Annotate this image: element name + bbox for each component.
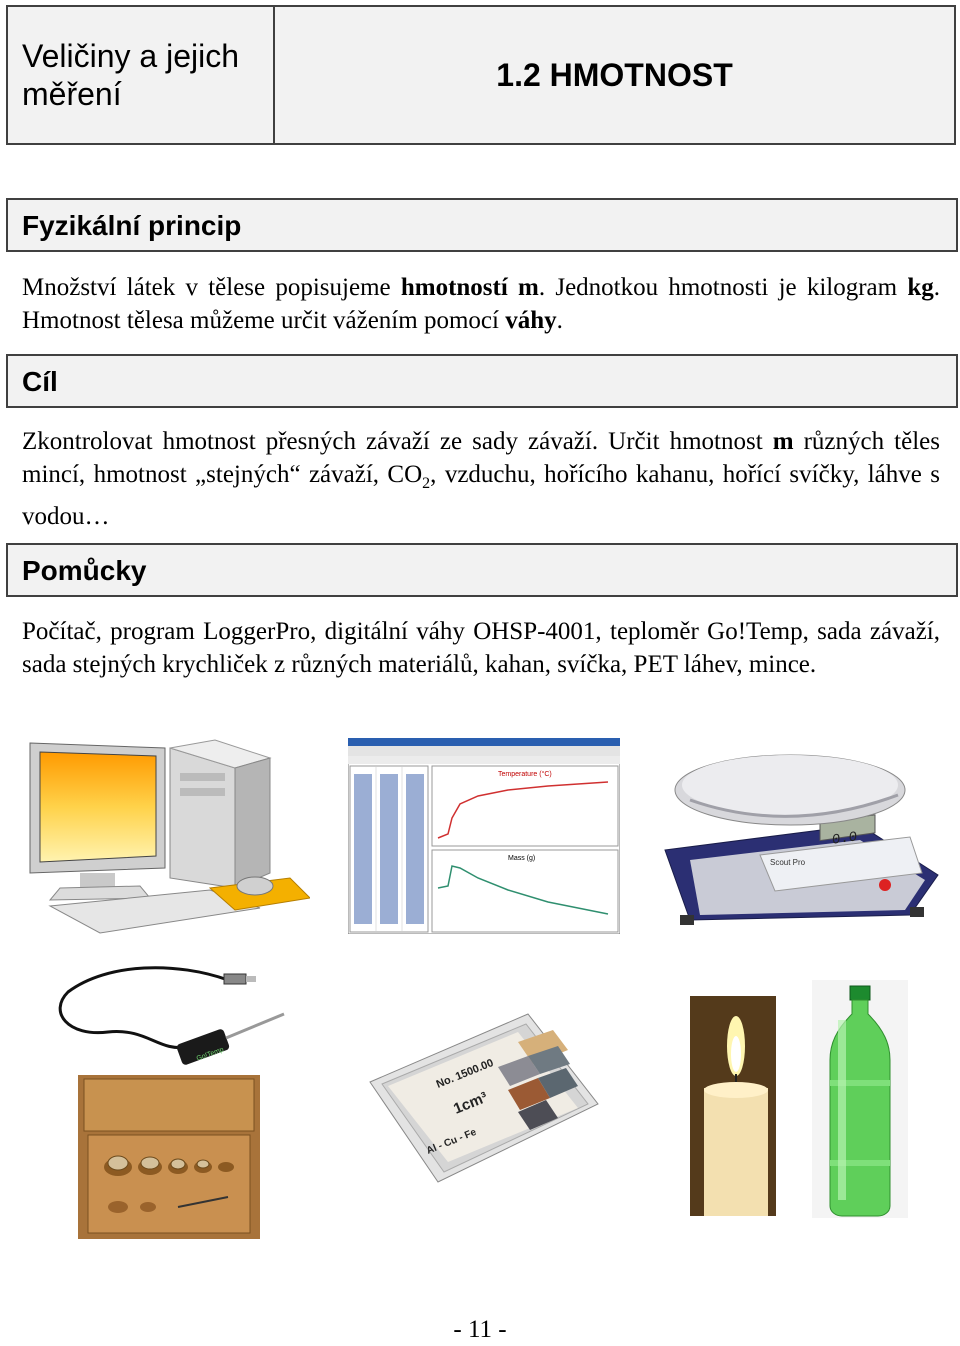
section-heading-tools <box>6 543 958 597</box>
text-run: Množství látek v tělese popisujeme <box>22 274 401 301</box>
computer-image <box>20 738 310 938</box>
probe-label: Go!Temp <box>195 1046 225 1063</box>
weight-set-image <box>78 1075 260 1239</box>
page-number: - 11 - <box>453 1316 507 1343</box>
temperature-probe-image <box>48 962 288 1072</box>
principle-paragraph <box>22 271 940 337</box>
text-run: . Jednotkou hmotnosti je kilogram <box>538 274 908 301</box>
cubes-label-size: 1cm³ <box>451 1088 490 1118</box>
section-heading-text: Pomůcky <box>22 555 147 586</box>
tools-paragraph <box>22 615 940 681</box>
text-run: , vzduchu, hořícího kahanu, hořící svíčky, láhve s vodou… <box>22 461 940 530</box>
bold-term: váhy <box>505 307 557 334</box>
section-heading-text: Cíl <box>22 366 58 397</box>
subscript: 2 <box>422 475 431 492</box>
text-run: . <box>556 307 563 334</box>
chart-title-mass: Mass (g) <box>508 855 536 862</box>
chart-title-temperature: Temperature (°C) <box>498 771 552 778</box>
title-cell <box>275 7 954 143</box>
cubes-label-number: No. 1500.00 <box>434 1056 496 1091</box>
goal-paragraph <box>22 425 940 533</box>
chapter-title: Veličiny a jejich měření <box>22 38 239 112</box>
cubes-label-materials: Al - Cu - Fe <box>425 1126 479 1157</box>
scale-display-value: 0.0 <box>832 829 858 849</box>
candle-image <box>690 996 776 1216</box>
page-title: 1.2 HMOTNOST <box>496 57 733 93</box>
loggerpro-screenshot-image <box>348 738 620 934</box>
pet-bottle-image <box>812 980 908 1218</box>
cubes-set-image <box>368 1012 600 1184</box>
chapter-cell <box>8 7 275 143</box>
scale-brand-label: Scout Pro <box>770 858 806 867</box>
text-run: . Hmotnost tělesa můžeme určit vážením pomocí <box>22 274 940 334</box>
section-heading-text: Fyzikální princip <box>22 210 242 241</box>
text-run: různých těles mincí, hmotnost „stejných“ závaží, CO <box>22 428 940 488</box>
header-box <box>6 5 956 145</box>
digital-scale-image <box>660 745 942 930</box>
tools-text: Počítač, program LoggerPro, digitální váhy OHSP-4001, teploměr Go!Temp, sada závaží, sada stejných krychliček z různých materiálů, kahan, svíčka, PET láhev, mince. <box>22 618 940 678</box>
text-run: Zkontrolovat hmotnost přesných závaží ze sady závaží. Určit hmotnost <box>22 428 773 455</box>
section-heading-principle <box>6 198 958 252</box>
bold-term: m <box>772 428 794 455</box>
bold-term: kg <box>907 274 934 301</box>
bold-term: hmotností m <box>400 274 539 301</box>
section-heading-goal <box>6 354 958 408</box>
